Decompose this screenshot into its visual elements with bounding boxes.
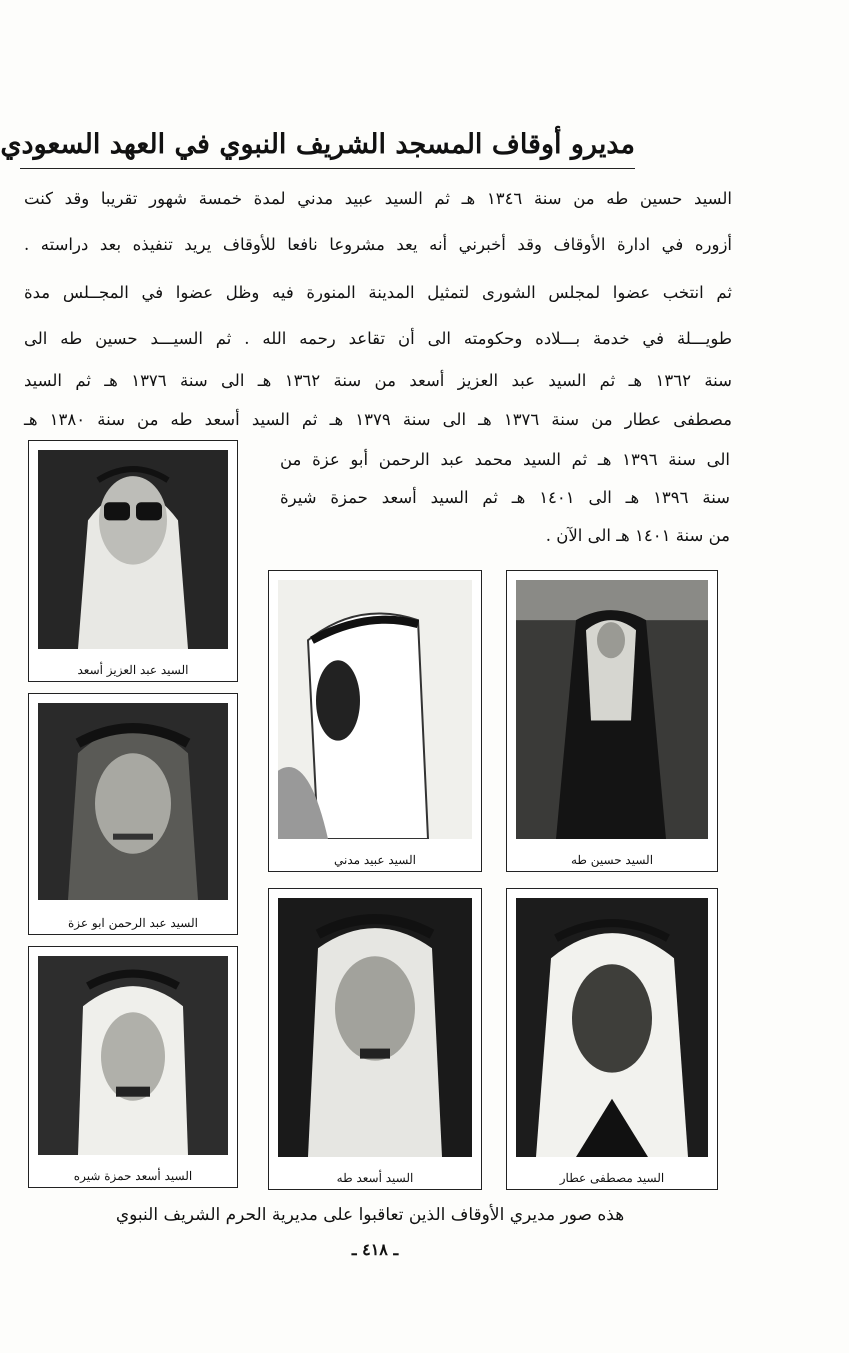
body-line-5: سنة ١٣٦٢ هـ ثم السيد عبد العزيز أسعد من سنة ١٣٦٢ هـ الى سنة ١٣٧٦ هـ ثم السيد [24,371,732,390]
body-line-3: ثم انتخب عضوا لمجلس الشورى لتمثيل المدينة المنورة فيه وظل عضوا في المجــلس مدة [24,283,732,302]
body-line-4: طويـــلة في خدمة بـــلاده وحكومته الى أن تقاعد رحمه الله . ثم السيـــد حسين طه الى [24,329,732,348]
photo-frame-abdulrahman-abu-izza [28,693,238,935]
photo-frame-hussein-taha [506,570,718,872]
photo-caption: السيد أسعد حمزة شيره [73,1169,193,1183]
photo-caption: السيد حسين طه [570,853,654,867]
photo-caption: السيد عبد الرحمن ابو عزة [68,916,198,930]
page-number: ـ ٤١٨ ـ [351,1240,399,1259]
photo-caption: السيد مصطفى عطار [559,1171,665,1185]
photo-frame-asad-taha [268,888,482,1190]
photo-caption: السيد عبيد مدني [333,853,416,867]
portrait-image [38,703,228,900]
body-line-2: أزوره في ادارة الأوقاف وقد أخبرني أنه يعد مشروعا نافعا للأوقاف يريد تنفيذه بعد دراسته . [24,235,732,254]
photo-frame-abdulaziz-asad [28,440,238,682]
photo-caption: السيد أسعد طه [336,1171,414,1185]
portrait-image [516,898,708,1157]
body-line-6: مصطفى عطار من سنة ١٣٧٦ هـ الى سنة ١٣٧٩ هـ ثم السيد أسعد طه من سنة ١٣٨٠ هـ [24,410,733,429]
photo-frame-mustafa-attar [506,888,718,1190]
portrait-image [38,956,228,1155]
page-heading: مديرو أوقاف المسجد الشريف النبوي في العهد السعودي [0,129,635,160]
photos-caption: هذه صور مديري الأوقاف الذين تعاقبوا على مديرية الحرم الشريف النبوي [115,1205,625,1225]
photo-frame-asad-hamza-shira [28,946,238,1188]
portrait-image [38,450,228,649]
body-line-1: السيد حسين طه من سنة ١٣٤٦ هـ ثم السيد عبيد مدني لمدة خمسة شهور تقريبا وقد كنت [24,189,733,208]
body-line-7: الى سنة ١٣٩٦ هـ ثم السيد محمد عبد الرحمن أبو عزة من [280,450,730,469]
body-line-8: سنة ١٣٩٦ هـ الى ١٤٠١ هـ ثم السيد أسعد حمزة شيرة [280,488,731,507]
portrait-image [278,580,472,839]
photo-caption: السيد عبد العزيز أسعد [77,663,189,677]
heading-underline [20,168,635,169]
photo-frame-obaid-madani [268,570,482,872]
portrait-image [516,580,708,839]
portrait-image [278,898,472,1157]
body-line-9: من سنة ١٤٠١ هـ الى الآن . [545,526,730,545]
